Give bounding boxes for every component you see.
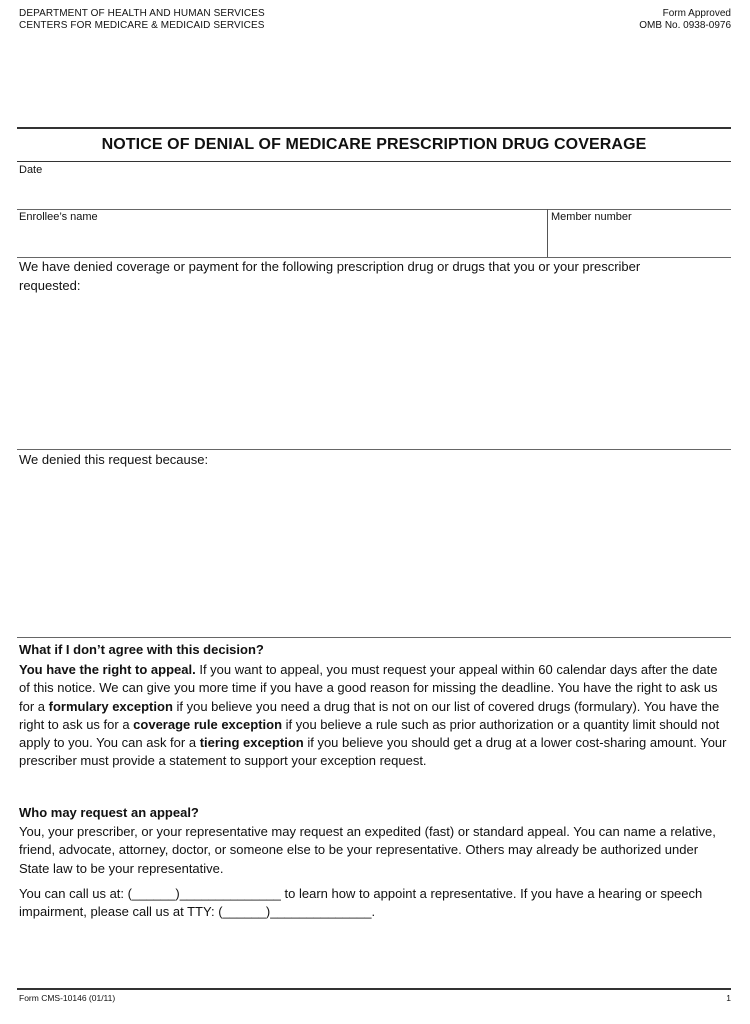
phone-number-blank[interactable]: (______)______________ (127, 886, 281, 901)
agency-header (19, 8, 265, 32)
appeal-paragraph (19, 661, 731, 771)
denied-reason-prompt: We denied this request because: (19, 452, 209, 467)
who-appeal-text: You, your prescriber, or your representative may request an expedited (fast) or standard appeal. You can name a relative, friend, advocate, attorney, doctor, or someone else to be your representative. Others may already be authorized under State law to be your representative. (19, 824, 716, 876)
footer-rule (17, 988, 731, 990)
title-top-rule (17, 127, 731, 129)
appeal-section (19, 641, 731, 771)
appeal-text-c: if you believe a rule such as prior authorization or a quantity limit should not apply to you. You can ask for a (19, 716, 720, 751)
field-divider (547, 209, 548, 257)
appeal-text-d: if you believe you should get a drug at a lower cost-sharing amount. Your prescriber must provide a statement to support your exception request. (19, 735, 727, 769)
coverage-rule-exception-term: coverage rule exception (133, 716, 283, 732)
who-appeal-section (19, 804, 731, 878)
page-number: 1 (726, 993, 731, 1003)
title-bottom-rule (17, 161, 731, 162)
form-approved-label: Form Approved (662, 8, 731, 19)
enrollee-name-field[interactable] (19, 226, 539, 254)
denied-reason-area[interactable] (19, 472, 731, 632)
tiering-exception-term: tiering exception (199, 735, 304, 751)
drugs-rule (17, 449, 731, 450)
denied-drugs-area[interactable] (19, 296, 731, 446)
appeal-text-a: If you want to appeal, you must request your appeal within 60 calendar days after the date of this notice. We can give you more time if you have a good reason for missing the deadline. You have the right to ask us for a (19, 662, 718, 714)
agency-line-1: DEPARTMENT OF HEALTH AND HUMAN SERVICES (19, 8, 265, 19)
appeal-heading: What if I don’t agree with this decision? (19, 642, 264, 657)
enrollee-name-label: Enrollee’s name (19, 211, 98, 223)
omb-number: OMB No. 0938-0976 (639, 20, 731, 31)
denied-drugs-prompt: We have denied coverage or payment for the following prescription drug or drugs that you or your prescriber requested: (19, 259, 641, 293)
contact-section (19, 885, 731, 922)
formulary-exception-term: formulary exception (48, 698, 173, 714)
date-rule (17, 209, 731, 210)
form-approval-block (639, 8, 731, 32)
member-number-label: Member number (551, 211, 632, 223)
who-appeal-heading: Who may request an appeal? (19, 805, 199, 820)
date-label: Date (19, 164, 43, 176)
call-mid-text: to learn how to appoint a representative. If you have a hearing or speech impairment, please call us at TTY: (19, 886, 703, 920)
agency-line-2: CENTERS FOR MEDICARE & MEDICAID SERVICES (19, 20, 265, 31)
member-number-field[interactable] (551, 226, 727, 254)
right-to-appeal-lead: You have the right to appeal. (19, 662, 196, 677)
form-id: Form CMS-10146 (01/11) (19, 993, 116, 1003)
call-end-text: . (371, 904, 376, 920)
page-title: NOTICE OF DENIAL OF MEDICARE PRESCRIPTION DRUG COVERAGE (101, 136, 647, 153)
call-lead-text: You can call us at: (19, 886, 128, 901)
tty-number-blank[interactable]: (______)______________ (218, 904, 372, 920)
appeal-text-b: if you believe you need a drug that is not on our list of covered drugs (formulary). You have the right to ask us for a (19, 698, 720, 732)
contact-paragraph (19, 885, 731, 922)
date-field[interactable] (60, 178, 540, 206)
reason-rule (17, 637, 731, 638)
